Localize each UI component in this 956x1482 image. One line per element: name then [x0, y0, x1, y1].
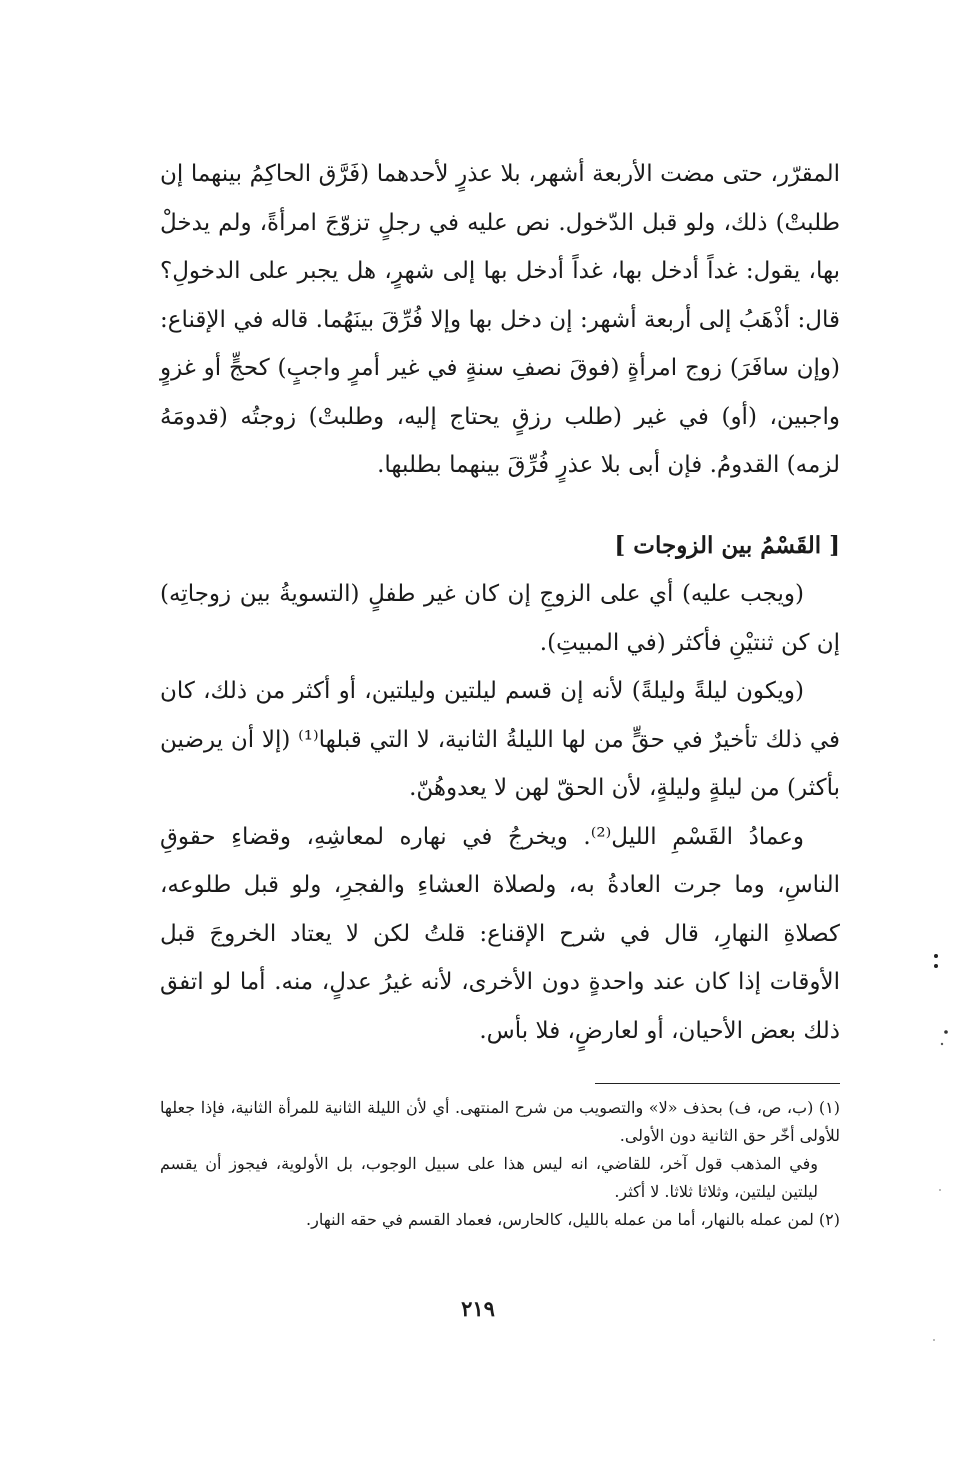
footnote-2: (٢) لمن عمله بالنهار، أما من عمله بالليل، كالحارس، فعماد القسم في حقه النهار. — [306, 1210, 840, 1229]
paragraph-continuation: المقرّر، حتى مضت الأربعة أشهر، بلا عذرٍ لأحدهما (فَرَّق الحاكِمُ بينهما إن طلبتْ) ذلك، ولو قبل الدّخول. نص عليه في رجلٍ تزوّجَ امرأةً، ولم يدخلْ بها، يقول: غداً أدخل بها، غداً أدخل بها إلى شهرٍ، هل يجبر على الدخولِ؟ قال: أذْهَبُ إلى أربعة أشهر: إن دخل بها وإلا فُرِّقَ بينَهُما. قاله في الإقناع: (وإن سافَرَ) زوج امرأةٍ (فوقَ نصفِ سنةٍ في غير أمرٍ واجبٍ) كحجٍّ أو غزوٍ واجبين، (أو) في غير (طلب رزقٍ يحتاج إليه، وطلبتْ) زوجتُه (قدومَهُ لزمه) القدومُ. فإن أبى بلا عذرٍ فُرِّقَ بينهما بطلبها. — [160, 161, 840, 478]
paragraph-equality: (ويجب عليه) أي على الزوجِ إن كان غير طفلٍ (التسويةُ بين زوجاتِه) إن كن ثنتيْنِ فأكثر (في المبيتِ). — [160, 581, 840, 656]
footnote-divider — [595, 1083, 840, 1084]
page-number: ٢١٩ — [461, 1296, 495, 1321]
section-heading: [ القَسْمُ بين الزوجات ] — [614, 531, 840, 559]
page-content — [160, 150, 840, 1234]
footnote-1: (١) (ب، ص، ف) بحذف «لا» والتصويب من شرح المنتهى. أي لأن الليلة الثانية للمرأة الثانية، فإذا جعلها للأولى أخّر حق الثانية دون الأولى. — [160, 1098, 840, 1145]
paragraph-night-rotation: (ويكون ليلةً وليلةً) لأنه إن قسم ليلتين وليلتين، أو أكثر من ذلك، كان في ذلك تأخيرٌ في حقٍّ من لها الليلةُ الثانية، لا التي قبلها⁽¹⁾ (إلا أن يرضين بأكثر) من ليلةٍ وليلةٍ، لأن الحقّ لهن لا يعدوهُنّ. — [160, 678, 840, 801]
scan-specks — [920, 940, 956, 1360]
footnote-1-continuation: وفي المذهب قول آخر، للقاضي، انه ليس هذا على سبيل الوجوب، بل الأولوية، فيجوز أن يقسم ليلتين ليلتين، وثلاثا ثلاثا. لا أكثر. — [160, 1154, 818, 1201]
paragraph-night-basis: وعمادُ القَسْمِ الليل⁽²⁾. ويخرجُ في نهاره لمعاشِهِ، وقضاءِ حقوقِ الناسِ، وما جرت العادةُ به، ولصلاة العشاءِ والفجرِ، ولو قبل طلوعه، كصلاةِ النهارِ، قال في شرح الإقناع: قلتُ لكن لا يعتاد الخروجَ قبل الأوقات إذا كان عند واحدةٍ دون الأخرى، لأنه غيرُ عدلٍ، منه. أما لو اتفق ذلك بعض الأحيان، أو لعارضٍ، فلا بأس. — [160, 823, 840, 1044]
